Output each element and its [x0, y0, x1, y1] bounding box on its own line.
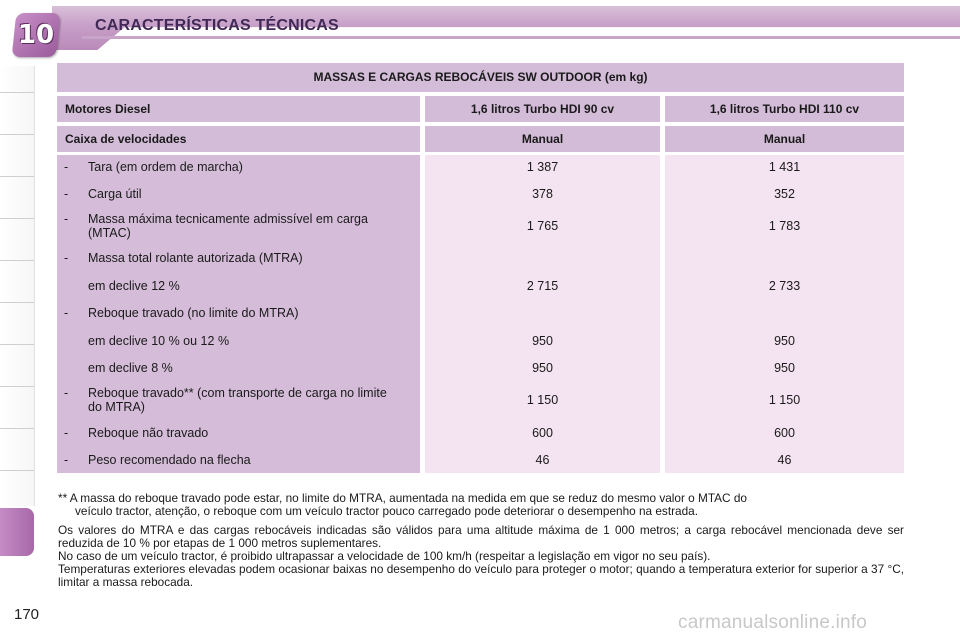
row-value-col2: 2 733	[768, 279, 801, 293]
footnote-line2: veículo tractor, atenção, o reboque com um veículo tractor pouco carregado pode deteriorar o desempenho na estrada.	[75, 504, 698, 518]
row-value-col2: 352	[774, 187, 795, 201]
row-value-col1: 950	[532, 334, 553, 348]
row-value-col1: 1 150	[526, 393, 559, 407]
row-label: em declive 10 % ou 12 %	[88, 334, 230, 348]
side-tab-divider	[0, 386, 34, 387]
row-dash: -	[64, 160, 69, 174]
gearbox-label: Caixa de velocidades	[57, 126, 420, 152]
row-value-col1: 378	[532, 187, 553, 201]
notes-paragraphs	[58, 524, 904, 589]
side-tab-divider	[0, 176, 34, 177]
watermark: carmanualsonline.info	[678, 612, 868, 633]
row-value-col2: 46	[777, 453, 792, 467]
side-tab-divider	[0, 428, 34, 429]
row-value-col2: 1 783	[768, 219, 801, 233]
row-value-col2: 1 431	[768, 160, 801, 174]
row-value-col1: 1 765	[526, 219, 559, 233]
header-rule	[82, 36, 960, 39]
paragraph-speed: No caso de um veículo tractor, é proibido ultrapassar a velocidade de 100 km/h (respeitar a legislação em vigor no seu país).	[58, 549, 711, 563]
row-value-col1: 46	[535, 453, 550, 467]
row-dash: -	[64, 386, 69, 400]
row-value-col1: 600	[532, 426, 553, 440]
gearbox-col2: Manual	[665, 126, 904, 152]
page-number: 170	[14, 606, 40, 623]
row-value-col2: 600	[774, 426, 795, 440]
row-dash: -	[64, 453, 69, 467]
row-label: Massa total rolante autorizada (MTRA)	[88, 251, 303, 265]
page-title: CARACTERÍSTICAS TÉCNICAS	[95, 17, 339, 34]
engine-label: Motores Diesel	[57, 96, 420, 122]
row-label: Reboque não travado	[88, 426, 209, 440]
side-tab-divider	[0, 344, 34, 345]
table-title: MASSAS E CARGAS REBOCÁVEIS SW OUTDOOR (em kg)	[57, 63, 904, 92]
side-tab-divider	[0, 92, 34, 93]
row-dash: -	[64, 251, 69, 265]
chapter-number: 10	[17, 20, 55, 50]
side-tab-strip	[0, 66, 35, 506]
row-label: em declive 8 %	[88, 361, 173, 375]
side-tab-divider	[0, 134, 34, 135]
row-value-col1: 1 387	[526, 160, 559, 174]
engine-col2: 1,6 litros Turbo HDI 110 cv	[665, 96, 904, 122]
row-label: Reboque travado (no limite do MTRA)	[88, 306, 299, 320]
side-tab-divider	[0, 218, 34, 219]
row-label: Massa máxima tecnicamente admissível em carga (MTAC)	[88, 212, 368, 240]
row-dash: -	[64, 187, 69, 201]
row-dash: -	[64, 306, 69, 320]
row-dash: -	[64, 426, 69, 440]
row-value-col1: 950	[532, 361, 553, 375]
side-tab-divider	[0, 470, 34, 471]
side-tab-divider	[0, 302, 34, 303]
gearbox-col1: Manual	[425, 126, 660, 152]
paragraph-temperature: Temperaturas exteriores elevadas podem ocasionar baixas no desempenho do veículo para proteger o motor; quando a temperatura exterior for superior a 37 °C, limitar a massa rebocada.	[58, 562, 904, 589]
footnote	[58, 492, 904, 518]
row-value-col2: 950	[774, 361, 795, 375]
row-dash: -	[64, 212, 69, 226]
side-tab-divider	[0, 260, 34, 261]
row-value-col2: 950	[774, 334, 795, 348]
side-tab-active-chapter[interactable]	[0, 508, 34, 556]
row-label: Reboque travado** (com transporte de carga no limite do MTRA)	[88, 386, 387, 414]
paragraph-altitude: Os valores do MTRA e das cargas rebocáveis indicadas são válidos para uma altitude máxima de 1 000 metros; a carga rebocável mencionada deve ser reduzida de 10 % por etapas de 1 000 metros suplementares.	[58, 523, 904, 550]
row-label: Carga útil	[88, 187, 142, 201]
row-label: em declive 12 %	[88, 279, 180, 293]
row-label: Peso recomendado na flecha	[88, 453, 251, 467]
row-label: Tara (em ordem de marcha)	[88, 160, 243, 174]
footnote-line1: ** A massa do reboque travado pode estar, no limite do MTRA, aumentada na medida em que se reduz do mesmo valor o MTAC do	[58, 491, 747, 505]
row-value-col2: 1 150	[768, 393, 801, 407]
row-value-col1: 2 715	[526, 279, 559, 293]
engine-col1: 1,6 litros Turbo HDI 90 cv	[425, 96, 660, 122]
